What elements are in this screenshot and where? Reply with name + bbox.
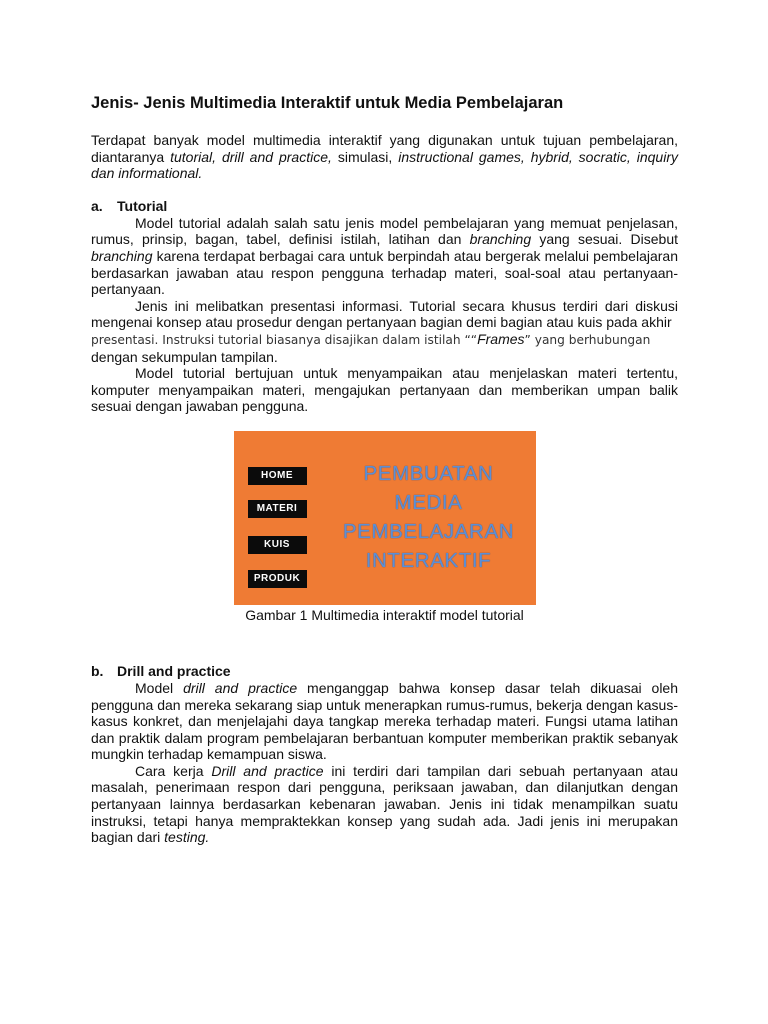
italic-run: branching bbox=[469, 231, 532, 248]
text-run: yang sesuai. Disebut bbox=[531, 231, 678, 248]
section-a-number: a. bbox=[91, 197, 103, 214]
section-b-title: Drill and practice bbox=[117, 662, 231, 679]
text-run: presentasi. Instruksi tutorial biasanya disajikan dalam istilah ““ bbox=[91, 332, 478, 347]
tutorial-paragraph-2-end bbox=[91, 349, 678, 366]
menu-kuis-button: KUIS bbox=[248, 536, 307, 554]
text-run: ini terdiri dari tampilan dari sebuah pertanyaan atau masalah, penerimaan respon dari pengguna, periksaan jawaban, dan dilanjutkan dengan pertanyaan lainnya berdasarkan kebenaran jawaban. Jenis ini tidak menampilkan suatu instruksi, tetapi hanya mempraktekkan konsep yang sudah ada. Jadi jenis ini merupakan bagian dari bbox=[91, 762, 679, 846]
italic-run: branching bbox=[91, 247, 153, 264]
drill-paragraph-1 bbox=[91, 680, 678, 763]
section-b-number: b. bbox=[91, 662, 104, 679]
italic-run: Drill and practice bbox=[211, 762, 324, 779]
text-run: Model tutorial adalah salah satu jenis model pembelajaran yang memuat penjelasan, rumus, prinsip, bagan, tabel, definisi istilah, latihan dan bbox=[91, 214, 678, 248]
tutorial-paragraph-2 bbox=[91, 298, 678, 331]
tutorial-figure bbox=[234, 431, 536, 605]
text-run: Cara kerja bbox=[135, 762, 212, 779]
banner-line: PEMBELAJARAN bbox=[342, 519, 515, 543]
banner-line: INTERAKTIF bbox=[365, 548, 492, 572]
document-page bbox=[91, 92, 678, 846]
text-run: dengan sekumpulan tampilan. bbox=[91, 348, 278, 365]
menu-materi-button: MATERI bbox=[248, 500, 307, 518]
intro-text-2: simulasi, bbox=[331, 148, 399, 165]
section-a-heading bbox=[91, 198, 678, 215]
drill-paragraph-2 bbox=[91, 763, 678, 846]
text-run: menganggap bahwa konsep dasar telah dikuasai oleh pengguna dan mereka sekarang siap untuk menerapkan rumus-rumus, bekerja dengan kasus-kasus konkret, dan menjelajahi daya tangkap mereka terhadap materi. Fungsi utama latihan dan praktik dalam program pembelajaran berbantuan komputer memberikan praktik sebanyak mungkin terhadap kemampuan siswa. bbox=[91, 679, 679, 763]
text-run: Jenis ini melibatkan presentasi informasi. Tutorial secara khusus terdiri dari diskusi mengenai konsep atau prosedur dengan pertanyaan bagian demi bagian atau kuis pada akhir bbox=[91, 297, 678, 331]
intro-paragraph bbox=[91, 132, 678, 182]
figure-banner bbox=[326, 459, 532, 575]
italic-run: testing. bbox=[164, 829, 210, 846]
intro-italic-2: instructional games, hybrid, socratic, inquiry dan informational. bbox=[91, 148, 678, 182]
intro-italic-1: tutorial, drill and practice, bbox=[170, 148, 332, 165]
section-a-title: Tutorial bbox=[117, 197, 168, 214]
tutorial-instruction-line bbox=[91, 331, 678, 349]
italic-run: drill and practice bbox=[183, 679, 298, 696]
tutorial-paragraph-1 bbox=[91, 215, 678, 298]
text-run: Model bbox=[135, 679, 184, 696]
text-run: karena terdapat berbagai cara untuk berpindah atau bergerak melalui pembelajaran berdasarkan jawaban atau respon pengguna terhadap materi, soal-soal atau pertanyaan-pertanyaan. bbox=[91, 247, 678, 298]
text-run: ” yang berhubungan bbox=[524, 332, 651, 347]
tutorial-paragraph-3: Model tutorial bertujuan untuk menyampaikan atau menjelaskan materi tertentu, komputer menyampaikan materi, mengajukan pertanyaan dan memberikan umpan balik sesuai dengan jawaban pengguna. bbox=[91, 365, 678, 415]
section-b-heading bbox=[91, 663, 678, 680]
banner-line: MEDIA bbox=[394, 490, 463, 514]
menu-home-button: HOME bbox=[248, 467, 307, 485]
intro-text-1: Terdapat banyak model multimedia interaktif yang digunakan untuk tujuan pembelajaran, diantaranya bbox=[91, 132, 678, 165]
banner-line: PEMBUATAN bbox=[363, 461, 494, 485]
menu-produk-button: PRODUK bbox=[248, 570, 307, 588]
page-title: Jenis- Jenis Multimedia Interaktif untuk Media Pembelajaran bbox=[91, 94, 564, 112]
italic-run: Frames bbox=[477, 330, 525, 347]
figure-caption: Gambar 1 Multimedia interaktif model tutorial bbox=[245, 606, 524, 623]
